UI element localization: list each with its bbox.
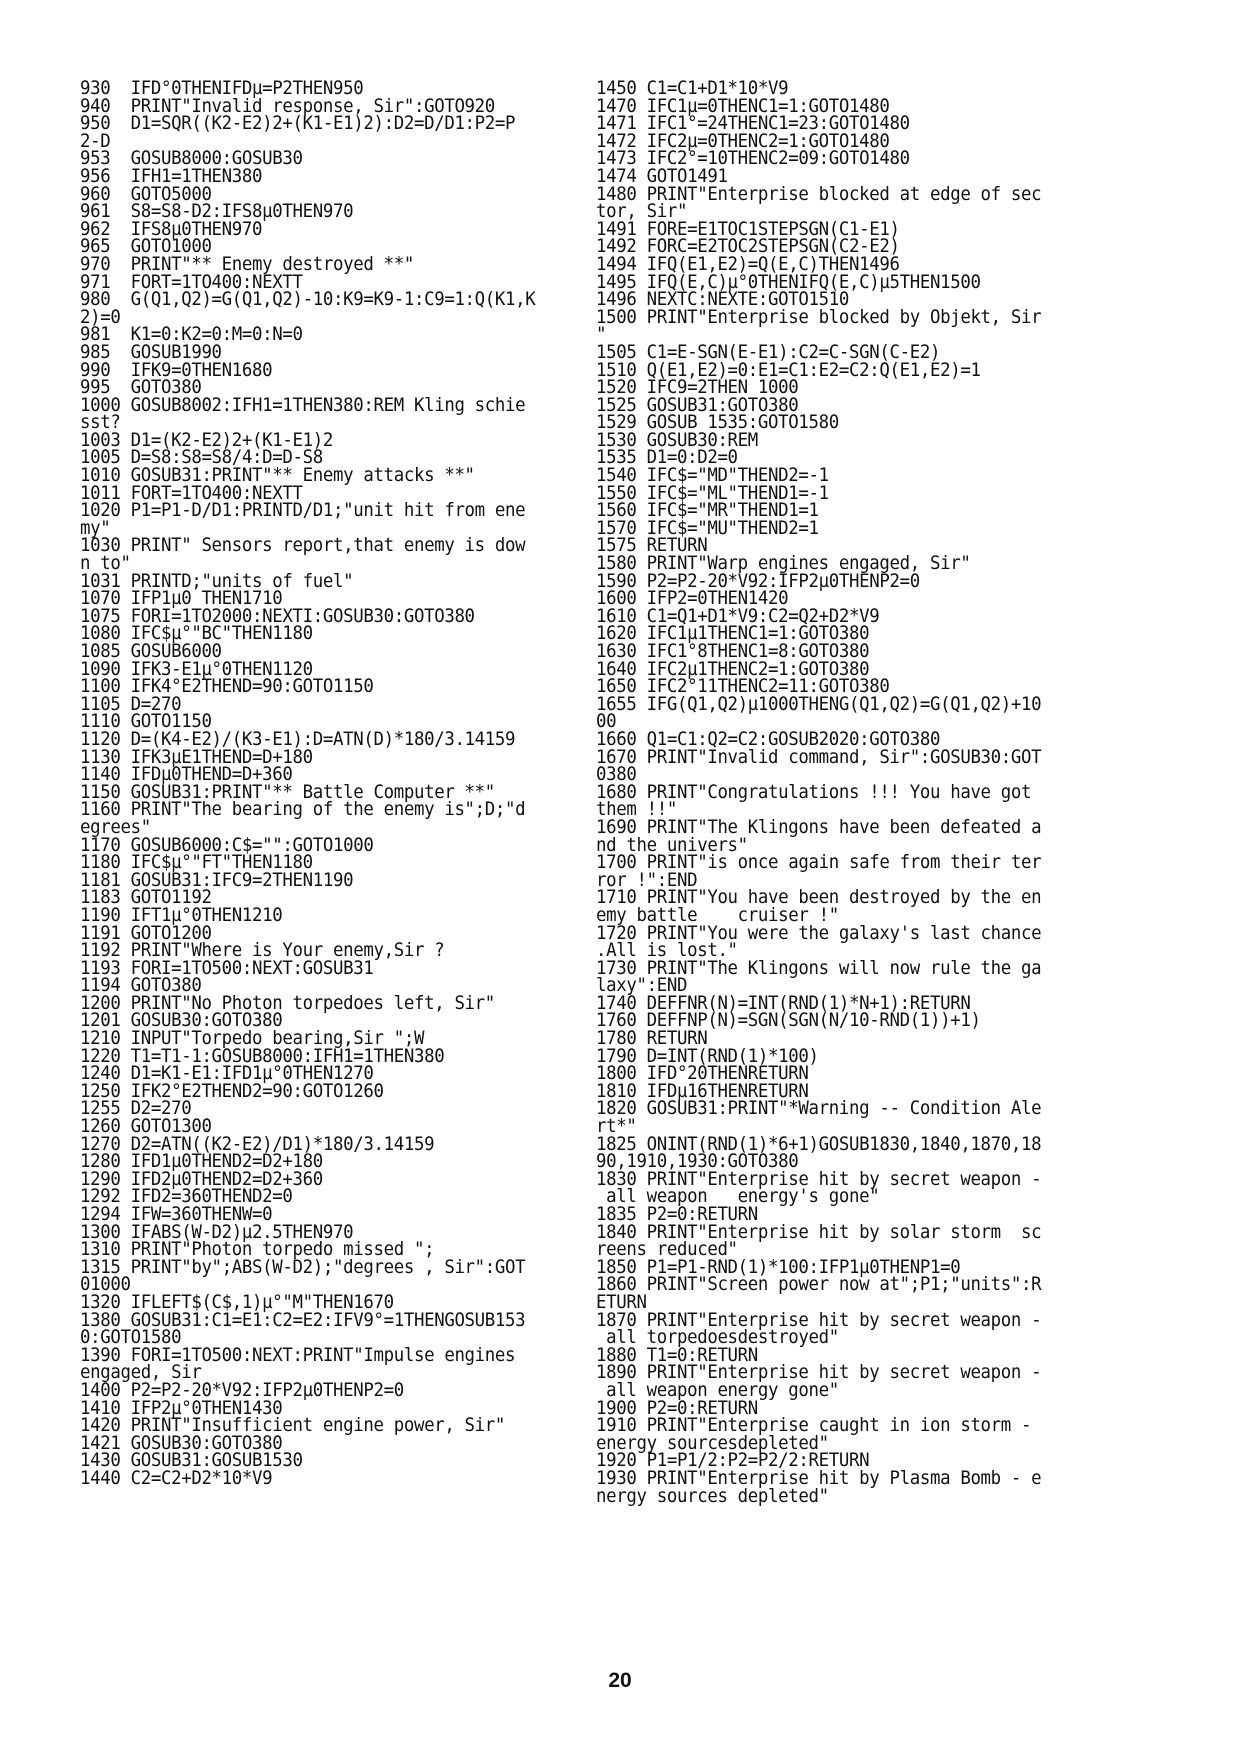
code-line: 1192 PRINT"Where is Your enemy,Sir ?: [80, 939, 445, 962]
code-line: 1650 IFC2°11THENC2=11:GOTO380: [596, 676, 890, 698]
code-line: 1500 PRINT"Enterprise blocked by Objekt, Sir: [596, 306, 1042, 328]
code-line: 1300 IFABS(W-D2)µ2.5THEN970: [80, 1221, 354, 1243]
code-line: 1510 Q(E1,E2)=0:E1=C1:E2=C2:Q(E1,E2)=1: [596, 359, 981, 381]
code-line: 1292 IFD2=360THEND2=0: [80, 1186, 293, 1208]
code-line: 1085 GOSUB6000: [80, 640, 222, 663]
code-line: 1535 D1=0:D2=0: [596, 447, 738, 469]
code-line: 970 PRINT"** Enemy destroyed **": [80, 253, 414, 276]
code-line: 995 GOTO380: [80, 376, 202, 399]
code-line: 1600 IFP2=0THEN1420: [596, 588, 789, 610]
code-line: 1820 GOSUB31:PRINT"*Warning -- Condition Ale: [596, 1098, 1042, 1120]
code-line: 965 GOTO1000: [80, 236, 212, 258]
code-line: 1140 IFDµ0THEND=D+360: [80, 764, 293, 786]
code-line: 1710 PRINT"You have been destroyed by the en: [596, 887, 1042, 909]
code-line: 1491 FORE=E1TOC1STEPSGN(C1-E1): [596, 218, 900, 240]
code-line: 1930 PRINT"Enterprise hit by Plasma Bomb - e: [596, 1467, 1042, 1489]
code-line: energy sourcesdepleted": [596, 1432, 829, 1454]
code-line: tor, Sir": [596, 201, 688, 223]
code-line: 1183 GOTO1192: [80, 887, 212, 909]
code-line: 1220 T1=T1-1:GOSUB8000:IFH1=1THEN380: [80, 1045, 445, 1067]
code-line: 1680 PRINT"Congratulations !!! You have got: [596, 781, 1032, 803]
code-line: 1440 C2=C2+D2*10*V9: [80, 1467, 273, 1489]
code-line: 1655 IFG(Q1,Q2)µ1000THENG(Q1,Q2)=G(Q1,Q2)+10: [596, 693, 1042, 715]
code-line: 1320 IFLEFT$(C$,1)µ°"M"THEN1670: [80, 1291, 394, 1314]
code-line: 1790 D=INT(RND(1)*100): [596, 1045, 819, 1067]
code-line: 1193 FORI=1TO500:NEXT:GOSUB31: [80, 957, 374, 979]
code-line: 1421 GOSUB30:GOTO380: [80, 1432, 283, 1454]
code-line: 1492 FORC=E2TOC2STEPSGN(C2-E2): [596, 236, 900, 258]
code-line: engaged, Sir: [80, 1362, 202, 1384]
code-line: 1800 IFD°20THENRETURN: [596, 1063, 809, 1085]
code-line: 1240 D1=K1-E1:IFD1µ°0THEN1270: [80, 1063, 374, 1085]
code-line: 1473 IFC2°=10THENC2=09:GOTO1480: [596, 148, 910, 170]
code-line: 1560 IFC$="MR"THEND1=1: [596, 500, 819, 522]
code-line: 1835 P2=0:RETURN: [596, 1203, 758, 1226]
code-line: 1181 GOSUB31:IFC9=2THEN1190: [80, 869, 354, 891]
code-line: 961 S8=S8-D2:IFS8µ0THEN970: [80, 201, 354, 223]
code-line: 1470 IFC1µ=0THENC1=1:GOTO1480: [596, 95, 890, 117]
code-line: 00: [596, 711, 617, 733]
code-line: 971 FORT=1TO400:NEXTT: [80, 271, 303, 293]
code-line: n to": [80, 552, 131, 575]
code-line: nergy sources depleted": [596, 1485, 829, 1507]
code-line: 1550 IFC$="ML"THEND1=-1: [596, 482, 829, 504]
code-line: 985 GOSUB1990: [80, 341, 222, 363]
code-line: 1410 IFP2µ°0THEN1430: [80, 1397, 283, 1419]
code-line: 1255 D2=270: [80, 1098, 192, 1120]
code-line: 1700 PRINT"is once again safe from their ter: [596, 852, 1042, 874]
code-line: 1760 DEFFNP(N)=SGN(SGN(N/10-RND(1))+1): [596, 1010, 981, 1032]
code-line: .All is lost.": [596, 939, 738, 962]
code-line: 1610 C1=Q1+D1*V9:C2=Q2+D2*V9: [596, 605, 880, 627]
code-line: 1191 GOTO1200: [80, 922, 212, 944]
code-line: 1910 PRINT"Enterprise caught in ion storm -: [596, 1415, 1032, 1437]
code-line: 1400 P2=P2-20*V92:IFP2µ0THENP2=0: [80, 1379, 404, 1402]
code-line: them !!": [596, 799, 677, 821]
code-line: 1495 IFQ(E,C)µ°0THENIFQ(E,C)µ5THEN1500: [596, 271, 981, 293]
code-line: 1474 GOTO1491: [596, 165, 728, 188]
code-line: 1310 PRINT"Photon torpedo missed ";: [80, 1239, 435, 1261]
code-line: 1640 IFC2µ1THENC2=1:GOTO380: [596, 658, 870, 680]
code-line: 0:GOTO1580: [80, 1327, 182, 1349]
code-line: 1010 GOSUB31:PRINT"** Enemy attacks **": [80, 464, 475, 487]
code-line: 1003 D1=(K2-E2)2+(K1-E1)2: [80, 429, 334, 451]
code-line: 90,1910,1930:GOTO380: [596, 1151, 799, 1173]
code-line: 960 GOTO5000: [80, 183, 212, 205]
code-line: 1520 IFC9=2THEN 1000: [596, 376, 799, 399]
code-line: 953 GOSUB8000:GOSUB30: [80, 148, 303, 170]
code-line: 1860 PRINT"Screen power now at";P1;"units":R: [596, 1274, 1042, 1296]
code-line: 1080 IFC$µ°"BC"THEN1180: [80, 623, 313, 645]
code-line: 1170 GOSUB6000:C$="":GOTO1000: [80, 834, 374, 856]
code-line: 962 IFS8µ0THEN970: [80, 218, 263, 240]
code-line: 1494 IFQ(E1,E2)=Q(E,C)THEN1496: [596, 253, 900, 276]
code-line: 1390 FORI=1TO500:NEXT:PRINT"Impulse engines: [80, 1344, 516, 1366]
code-line: 950 D1=SQR((K2-E2)2+(K1-E1)2):D2=D/D1:P2=P: [80, 113, 516, 135]
code-line: 1450 C1=C1+D1*10*V9: [596, 77, 789, 100]
code-line: my": [80, 517, 111, 539]
code-line: 930 IFD°0THENIFDµ=P2THEN950: [80, 77, 364, 100]
code-line: 1529 GOSUB 1535:GOTO1580: [596, 412, 839, 434]
code-line: 1194 GOTO380: [80, 975, 202, 997]
code-line: 1690 PRINT"The Klingons have been defeated a: [596, 816, 1042, 839]
code-line: 1105 D=270: [80, 693, 182, 715]
code-line: 1280 IFD1µ0THEND2=D2+180: [80, 1151, 323, 1173]
code-line: ETURN: [596, 1291, 647, 1314]
code-line: 1090 IFK3-E1µ°0THEN1120: [80, 658, 313, 680]
code-line: 1290 IFD2µ0THEND2=D2+360: [80, 1168, 323, 1190]
code-line: 1030 PRINT" Sensors report,that enemy is dow: [80, 535, 526, 557]
code-line: 1720 PRINT"You were the galaxy's last chance: [596, 922, 1042, 944]
code-line: 1730 PRINT"The Klingons will now rule the ga: [596, 957, 1042, 979]
code-line: 956 IFH1=1THEN380: [80, 165, 263, 188]
code-line: 1150 GOSUB31:PRINT"** Battle Computer **": [80, 781, 495, 803]
code-line: 1880 T1=0:RETURN: [596, 1344, 758, 1366]
code-line: 1160 PRINT"The bearing of the enemy is";D;"d: [80, 799, 526, 821]
code-line: 1570 IFC$="MU"THEND2=1: [596, 517, 819, 539]
code-line: 1380 GOSUB31:C1=E1:C2=E2:IFV9°=1THENGOSUB153: [80, 1309, 526, 1331]
code-line: emy battle cruiser !": [596, 904, 839, 926]
code-line: 1294 IFW=360THENW=0: [80, 1203, 273, 1226]
code-line: 2)=0: [80, 306, 121, 328]
code-line: 1110 GOTO1150: [80, 711, 212, 733]
code-line: 990 IFK9=0THEN1680: [80, 359, 273, 381]
code-line: 1840 PRINT"Enterprise hit by solar storm sc: [596, 1221, 1042, 1243]
code-line: 1900 P2=0:RETURN: [596, 1397, 758, 1419]
code-line: 981 K1=0:K2=0:M=0:N=0: [80, 324, 303, 346]
code-line: 1130 IFK3µE1THEND=D+180: [80, 746, 313, 768]
code-line: 1315 PRINT"by";ABS(W-D2);"degrees , Sir":GOT: [80, 1256, 526, 1278]
code-line: 2-D: [80, 130, 111, 152]
code-line: 1530 GOSUB30:REM: [596, 429, 758, 451]
code-line: 1870 PRINT"Enterprise hit by secret weapon -: [596, 1309, 1042, 1331]
code-line: 1031 PRINTD;"units of fuel": [80, 570, 354, 592]
code-line: 1120 D=(K4-E2)/(K3-E1):D=ATN(D)*180/3.14159: [80, 728, 516, 751]
code-line: 1810 IFDµ16THENRETURN: [596, 1080, 809, 1102]
code-line: ": [596, 324, 607, 346]
code-line: 0380: [596, 764, 637, 786]
code-line: 1210 INPUT"Torpedo bearing,Sir ";W: [80, 1027, 425, 1050]
code-line: 1740 DEFFNR(N)=INT(RND(1)*N+1):RETURN: [596, 992, 971, 1014]
code-line: 1590 P2=P2-20*V92:IFP2µ0THENP2=0: [596, 570, 920, 592]
code-line: 1580 PRINT"Warp engines engaged, Sir": [596, 552, 971, 575]
code-line: 01000: [80, 1274, 131, 1296]
code-line: 1190 IFT1µ°0THEN1210: [80, 904, 283, 926]
code-line: 1780 RETURN: [596, 1027, 708, 1050]
code-line: 940 PRINT"Invalid response, Sir":GOTO920: [80, 95, 495, 117]
code-column-left: [80, 77, 600, 1489]
code-line: egrees": [80, 816, 151, 839]
code-line: 1471 IFC1°=24THENC1=23:GOTO1480: [596, 113, 910, 135]
code-line: 1260 GOTO1300: [80, 1115, 212, 1138]
code-line: 1670 PRINT"Invalid command, Sir":GOSUB30:GOT: [596, 746, 1042, 768]
code-line: 1430 GOSUB31:GOSUB1530: [80, 1450, 303, 1472]
code-line: 1270 D2=ATN((K2-E2)/D1)*180/3.14159: [80, 1133, 435, 1155]
code-column-right: [596, 77, 1116, 1507]
code-line: 1075 FORI=1TO2000:NEXTI:GOSUB30:GOTO380: [80, 605, 475, 627]
code-line: 1200 PRINT"No Photon torpedoes left, Sir": [80, 992, 495, 1014]
code-line: 1575 RETURN: [596, 535, 708, 557]
code-line: reens reduced": [596, 1239, 738, 1261]
code-line: 980 G(Q1,Q2)=G(Q1,Q2)-10:K9=K9-1:C9=1:Q(K1,K: [80, 289, 536, 311]
code-line: 1496 NEXTC:NEXTE:GOTO1510: [596, 289, 850, 311]
code-line: 1525 GOSUB31:GOTO380: [596, 394, 799, 416]
code-line: 1100 IFK4°E2THEND=90:GOTO1150: [80, 676, 374, 698]
code-line: ror !":END: [596, 869, 698, 891]
code-line: all weapon energy's gone": [596, 1186, 880, 1208]
code-line: 1070 IFP1µ0 THEN1710: [80, 588, 283, 610]
code-line: laxy":END: [596, 975, 688, 997]
code-line: 1830 PRINT"Enterprise hit by secret weapon -: [596, 1168, 1042, 1190]
code-line: 1000 GOSUB8002:IFH1=1THEN380:REM Kling schie: [80, 394, 526, 416]
code-line: all torpedoesdestroyed": [596, 1327, 839, 1349]
code-line: all weapon energy gone": [596, 1379, 839, 1402]
code-line: 1505 C1=E-SGN(E-E1):C2=C-SGN(C-E2): [596, 341, 941, 363]
code-line: sst?: [80, 412, 121, 434]
page-number: 20: [608, 1669, 632, 1692]
code-line: rt*": [596, 1115, 637, 1138]
code-line: 1660 Q1=C1:Q2=C2:GOSUB2020:GOTO380: [596, 728, 941, 751]
code-line: 1020 P1=P1-D/D1:PRINTD/D1;"unit hit from ene: [80, 500, 526, 522]
code-line: 1472 IFC2µ=0THENC2=1:GOTO1480: [596, 130, 890, 152]
code-line: 1890 PRINT"Enterprise hit by secret weapon -: [596, 1362, 1042, 1384]
code-line: 1480 PRINT"Enterprise blocked at edge of sec: [596, 183, 1042, 205]
code-line: nd the univers": [596, 834, 748, 856]
code-line: 1005 D=S8:S8=S8/4:D=D-S8: [80, 447, 323, 469]
code-line: 1825 ONINT(RND(1)*6+1)GOSUB1830,1840,1870,18: [596, 1133, 1042, 1155]
code-line: 1201 GOSUB30:GOTO380: [80, 1010, 283, 1032]
code-line: 1420 PRINT"Insufficient engine power, Sir": [80, 1415, 506, 1437]
code-line: 1180 IFC$µ°"FT"THEN1180: [80, 852, 313, 874]
code-line: 1920 P1=P1/2:P2=P2/2:RETURN: [596, 1450, 870, 1472]
code-line: 1850 P1=P1-RND(1)*100:IFP1µ0THENP1=0: [596, 1256, 961, 1278]
code-line: 1620 IFC1µ1THENC1=1:GOTO380: [596, 623, 870, 645]
code-line: 1540 IFC$="MD"THEND2=-1: [596, 464, 829, 487]
code-line: 1250 IFK2°E2THEND2=90:GOTO1260: [80, 1080, 384, 1102]
code-line: 1011 FORT=1TO400:NEXTT: [80, 482, 303, 504]
code-line: 1630 IFC1°8THENC1=8:GOTO380: [596, 640, 870, 663]
